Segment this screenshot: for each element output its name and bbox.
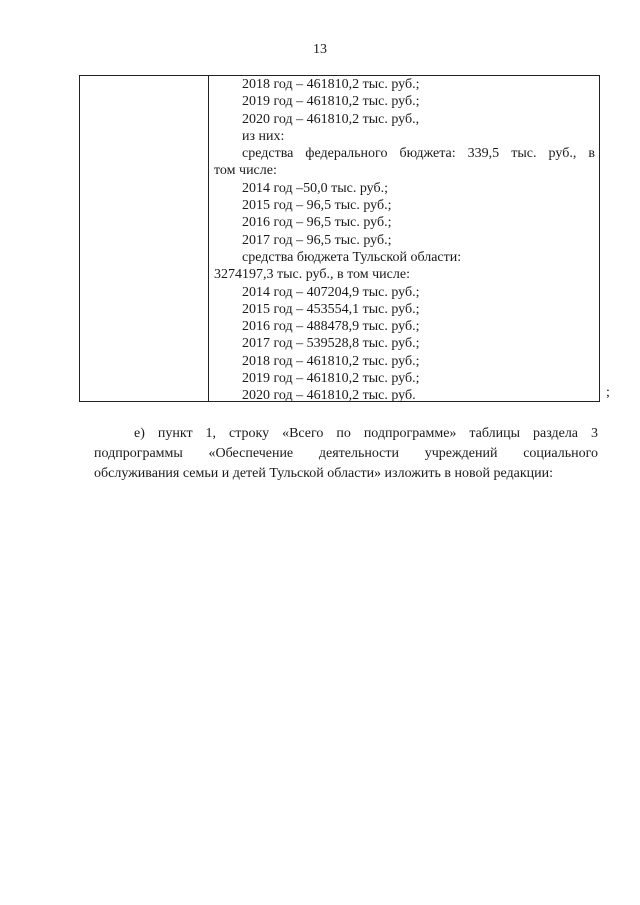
table-trailing-semicolon: ; — [606, 385, 610, 400]
paragraph-line: обслуживания семьи и детей Тульской области» изложить в новой редакции: — [94, 466, 554, 481]
paragraph-line: е) пункт 1, строку «Всего по подпрограмме» таблицы раздела 3 — [134, 426, 598, 441]
table-line: 2017 год – 539528,8 тыс. руб.; — [242, 336, 420, 352]
funding-cell — [214, 76, 595, 405]
table-line: 2017 год – 96,5 тыс. руб.; — [242, 232, 392, 248]
table-line: 2016 год – 488478,9 тыс. руб.; — [242, 319, 420, 335]
table-line: том числе: — [214, 163, 277, 179]
table-line: 3274197,3 тыс. руб., в том числе: — [214, 267, 410, 283]
table-line: 2020 год – 461810,2 тыс. руб., — [242, 111, 420, 127]
table-line: 2015 год – 96,5 тыс. руб.; — [242, 198, 392, 214]
table-line: 2020 год – 461810,2 тыс. руб. — [242, 388, 416, 404]
table-line: 2015 год – 453554,1 тыс. руб.; — [242, 301, 420, 317]
table-line: 2018 год – 461810,2 тыс. руб.; — [242, 77, 420, 92]
table-column-divider — [208, 76, 209, 401]
table-line: 2019 год – 461810,2 тыс. руб.; — [242, 94, 420, 110]
paragraph-line: подпрограммы «Обеспечение деятельности учреждений социального — [94, 446, 598, 461]
table-line: 2018 год – 461810,2 тыс. руб.; — [242, 353, 420, 369]
amendment-paragraph — [94, 424, 598, 484]
table-line: средства федерального бюджета: 339,5 тыс. руб., в — [242, 146, 595, 162]
table-line: из них: — [242, 128, 285, 144]
funding-table — [79, 75, 600, 402]
table-line: 2016 год – 96,5 тыс. руб.; — [242, 215, 392, 231]
table-line: средства бюджета Тульской области: — [242, 249, 462, 265]
table-line: 2019 год – 461810,2 тыс. руб.; — [242, 371, 420, 387]
page-number: 13 — [313, 42, 327, 57]
table-line: 2014 год – 407204,9 тыс. руб.; — [242, 284, 420, 300]
table-line: 2014 год –50,0 тыс. руб.; — [242, 180, 388, 196]
